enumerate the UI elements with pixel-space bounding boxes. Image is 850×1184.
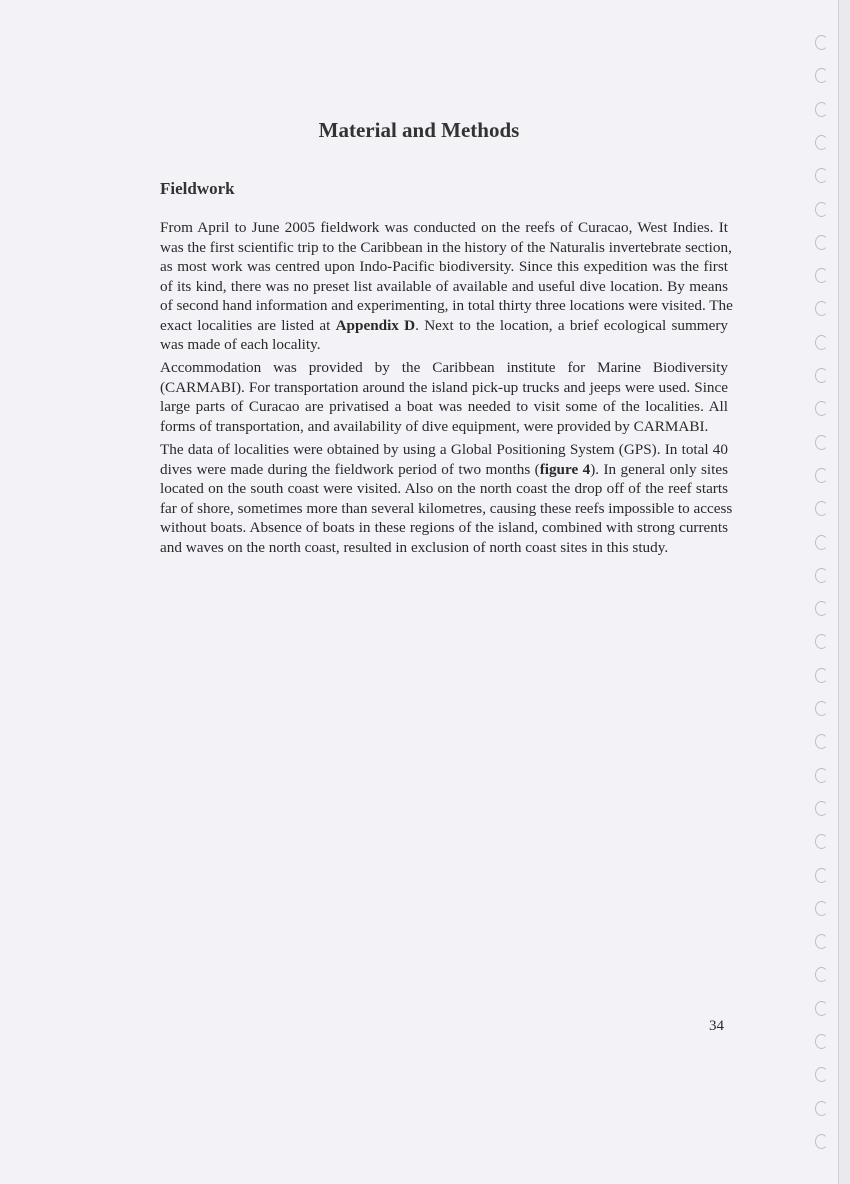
text-segment: was the first scientific trip to the Caribbean in the history of the Naturalis invertebrate section, <box>160 238 732 256</box>
text-line <box>160 378 728 398</box>
text-line <box>160 479 728 499</box>
text-line <box>160 218 728 238</box>
text-segment: forms of transportation, and availability of dive equipment, were provided by CARMABI. <box>160 417 709 435</box>
binder-hole-icon <box>815 568 828 583</box>
binder-hole-icon <box>815 435 828 450</box>
text-line <box>160 296 733 316</box>
text-line <box>160 238 732 258</box>
binder-hole-icon <box>815 934 828 949</box>
text-segment: as most work was centred upon Indo-Pacific biodiversity. Since this expedition was the first <box>160 258 728 275</box>
text-segment: of its kind, there was no preset list available of available and useful dive location. By means <box>160 277 728 295</box>
text-segment: . Next to the location, a brief ecological summery <box>415 316 728 334</box>
text-line <box>160 277 728 297</box>
text-segment: was made of each locality. <box>160 336 321 353</box>
binder-hole-icon <box>815 1001 828 1016</box>
binder-hole-icon <box>815 768 828 783</box>
page-number: 34 <box>709 1018 724 1034</box>
text-line <box>160 358 728 378</box>
text-line <box>160 460 728 480</box>
text-line <box>160 417 728 437</box>
text-segment: located on the south coast were visited. Also on the north coast the drop off of the reef starts <box>160 480 728 497</box>
paragraph-accommodation <box>160 358 728 436</box>
text-segment: ). In general only sites <box>590 460 728 478</box>
binder-hole-icon <box>815 668 828 683</box>
text-segment: From April to June 2005 fieldwork was conducted on the reefs of Curacao, West Indies. It <box>160 219 728 236</box>
binder-hole-icon <box>815 535 828 550</box>
paragraph-gps-data <box>160 440 733 557</box>
text-segment: dives were made during the fieldwork period of two months ( <box>160 460 540 478</box>
binder-hole-icon <box>815 1134 828 1149</box>
binder-hole-icon <box>815 335 828 350</box>
text-line <box>160 499 733 519</box>
page-title: Material and Methods <box>318 118 520 142</box>
text-segment: The data of localities were obtained by using a Global Positioning System (GPS). In total 40 <box>160 441 728 458</box>
binder-hole-icon <box>815 901 828 916</box>
bold-reference: figure 4 <box>539 460 591 478</box>
binder-hole-icon <box>815 235 828 250</box>
text-line <box>160 538 728 558</box>
binder-hole-icon <box>815 368 828 383</box>
paragraph-fieldwork <box>160 218 733 355</box>
binder-hole-icon <box>815 601 828 616</box>
section-heading: Fieldwork <box>160 179 235 198</box>
text-segment: (CARMABI). For transportation around the island pick-up trucks and jeeps were used. Since <box>160 378 728 396</box>
binder-hole-icon <box>815 801 828 816</box>
binder-hole-icon <box>815 1101 828 1116</box>
binder-hole-icon <box>815 135 828 150</box>
binder-hole-icon <box>815 468 828 483</box>
binder-hole-icon <box>815 202 828 217</box>
text-line <box>160 440 728 460</box>
text-line <box>160 335 728 355</box>
binder-hole-icon <box>815 35 828 50</box>
text-segment: and waves on the north coast, resulted in exclusion of north coast sites in this study. <box>160 538 669 556</box>
text-segment: exact localities are listed at <box>160 316 336 334</box>
text-line <box>160 257 728 277</box>
text-segment: Accommodation was provided by the Caribbean institute for Marine Biodiversity <box>160 359 728 376</box>
binder-hole-icon <box>815 268 828 283</box>
text-segment: far of shore, sometimes more than several kilometres, causing these reefs impossible to access <box>160 499 733 517</box>
binder-hole-icon <box>815 1034 828 1049</box>
text-line <box>160 397 728 417</box>
text-line <box>160 316 728 336</box>
text-segment: large parts of Curacao are privatised a boat was needed to visit some of the localities. All <box>160 398 728 415</box>
binder-hole-icon <box>815 102 828 117</box>
binder-hole-icon <box>815 868 828 883</box>
text-segment: without boats. Absence of boats in these regions of the island, combined with strong currents <box>160 519 728 536</box>
text-line <box>160 518 728 538</box>
text-segment: of second hand information and experimenting, in total thirty three locations were visited. The <box>160 297 733 314</box>
bold-reference: Appendix D <box>335 316 416 334</box>
binder-hole-icon <box>815 701 828 716</box>
